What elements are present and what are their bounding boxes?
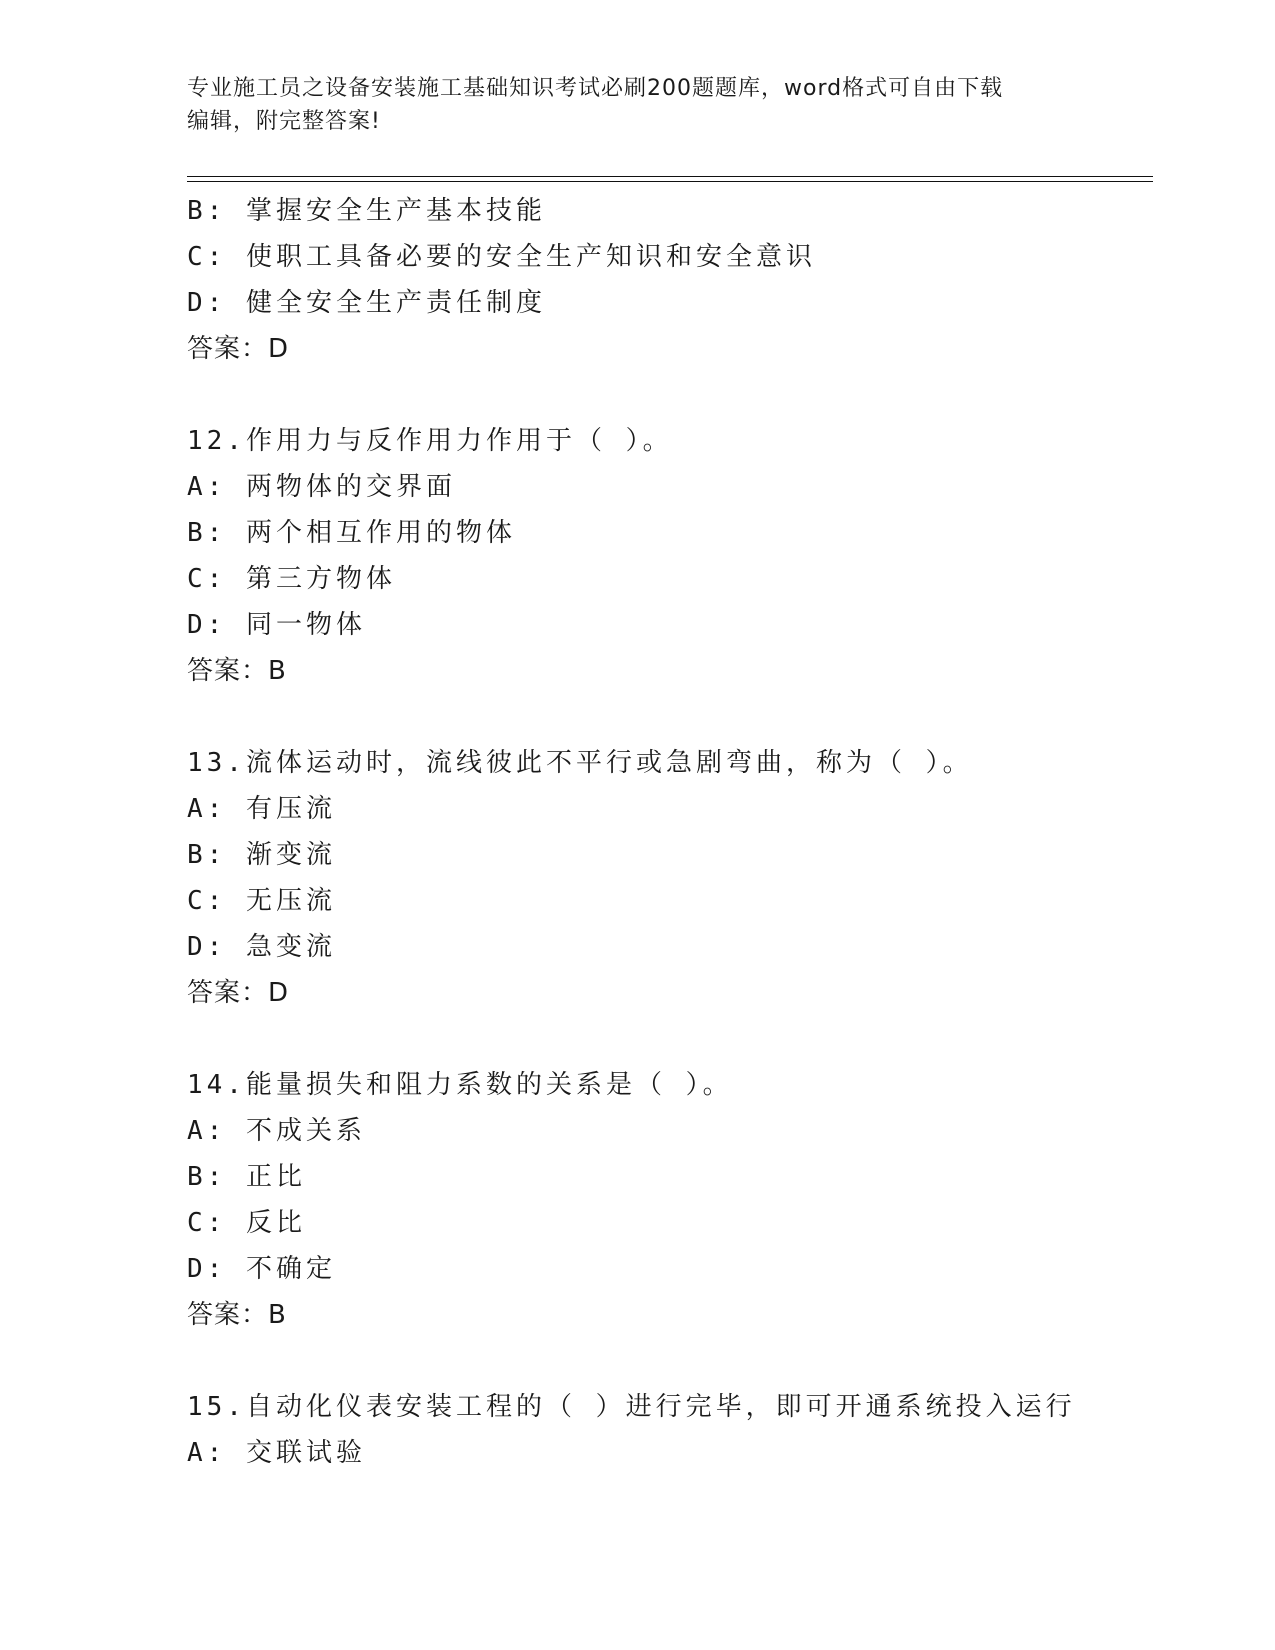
question-15-option-a: A: 交联试验	[187, 1438, 366, 1468]
spacer	[187, 694, 1147, 740]
question-15-text: 15.自动化仪表安装工程的（ ）进行完毕，即可开通系统投入运行	[187, 1392, 1076, 1422]
question-11-option-c: C: 使职工具备必要的安全生产知识和安全意识	[187, 242, 816, 272]
question-11-option-d: D: 健全安全生产责任制度	[187, 288, 546, 318]
document-body	[187, 188, 1147, 1476]
question-12-text: 12.作用力与反作用力作用于（ ）。	[187, 426, 673, 456]
question-12-answer: 答案：B	[187, 656, 287, 686]
question-12-option-a: A: 两物体的交界面	[187, 472, 456, 502]
spacer	[187, 372, 1147, 418]
question-14-option-b: B: 正比	[187, 1162, 306, 1192]
question-13-block	[187, 740, 1147, 1016]
question-11-option-b: B: 掌握安全生产基本技能	[187, 196, 546, 226]
question-13-option-a: A: 有压流	[187, 794, 336, 824]
header-title-line1: 专业施工员之设备安装施工基础知识考试必刷200题题库，word格式可自由下载	[187, 76, 1004, 101]
question-13-option-d: D: 急变流	[187, 932, 336, 962]
header-divider-bottom	[187, 181, 1153, 182]
question-14-option-a: A: 不成关系	[187, 1116, 366, 1146]
document-header	[187, 72, 1087, 138]
question-14-block	[187, 1062, 1147, 1338]
question-14-answer: 答案：B	[187, 1300, 287, 1330]
question-13-option-b: B: 渐变流	[187, 840, 336, 870]
question-12-option-b: B: 两个相互作用的物体	[187, 518, 516, 548]
question-14-option-d: D: 不确定	[187, 1254, 336, 1284]
question-13-answer: 答案：D	[187, 978, 290, 1008]
question-13-text: 13.流体运动时，流线彼此不平行或急剧弯曲，称为（ ）。	[187, 748, 973, 778]
question-11-block	[187, 188, 1147, 372]
question-15-block	[187, 1384, 1147, 1476]
question-12-option-d: D: 同一物体	[187, 610, 366, 640]
header-title-line2: 编辑，附完整答案!	[187, 109, 381, 134]
question-14-option-c: C: 反比	[187, 1208, 306, 1238]
spacer	[187, 1016, 1147, 1062]
question-13-option-c: C: 无压流	[187, 886, 336, 916]
spacer	[187, 1338, 1147, 1384]
question-12-option-c: C: 第三方物体	[187, 564, 396, 594]
header-divider-top	[187, 176, 1153, 177]
question-11-answer: 答案：D	[187, 334, 290, 364]
question-14-text: 14.能量损失和阻力系数的关系是（ ）。	[187, 1070, 733, 1100]
question-12-block	[187, 418, 1147, 694]
